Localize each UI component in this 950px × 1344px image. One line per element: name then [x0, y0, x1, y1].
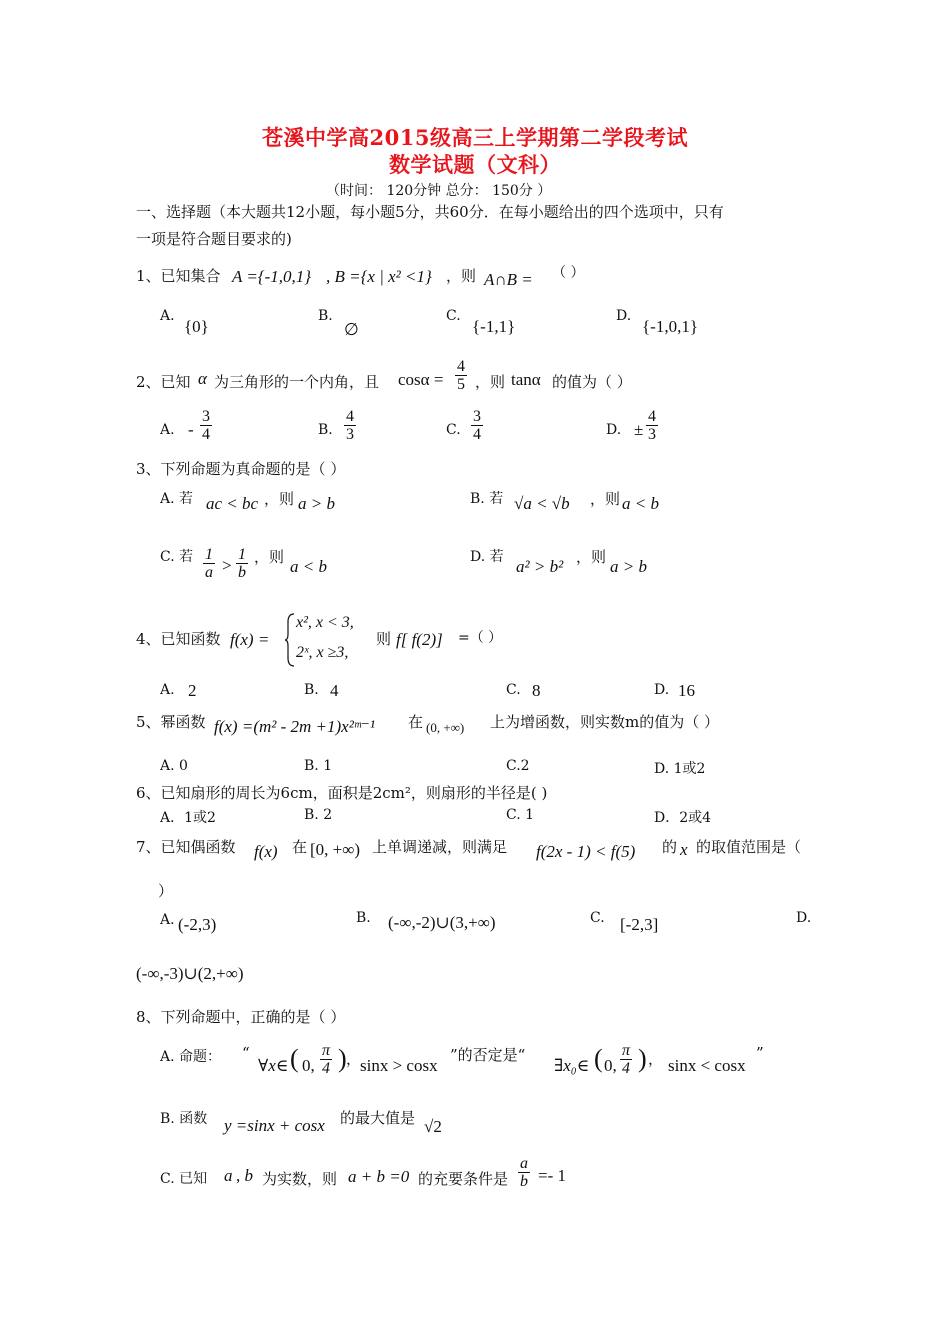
- q3-option-c-den1: a: [205, 564, 213, 581]
- q2-option-a-num: 3: [202, 408, 210, 425]
- q2-tan: tanα: [511, 370, 541, 389]
- q2-den: 5: [457, 376, 465, 393]
- q8-option-a-pi: π: [322, 1042, 331, 1059]
- q1-answer-paren: （ ）: [552, 265, 585, 281]
- q4-option-b: 4: [330, 681, 339, 700]
- q5-option-a: A. 0: [160, 758, 188, 774]
- q8-option-a-quote-close: ”: [756, 1044, 764, 1062]
- q8-option-c-label: C. 已知: [160, 1171, 208, 1187]
- q1-option-d-label: D.: [616, 308, 632, 324]
- q8-option-a-pi2: π: [622, 1042, 631, 1059]
- q2-alpha: α: [198, 369, 207, 388]
- q3-option-c-gt: >: [222, 556, 232, 575]
- q5-rest: 上为增函数，则实数m的值为（ ）: [490, 713, 719, 731]
- q2-option-c-label: C.: [446, 422, 461, 438]
- q3-option-a-cond: ac < bc: [206, 494, 259, 513]
- q2-option-b-num: 4: [346, 408, 354, 425]
- q7-option-c-label: C.: [590, 910, 605, 926]
- q3-option-d-cond: a² > b²: [516, 557, 564, 576]
- q7-x: x: [680, 840, 688, 859]
- exam-info: （时间： 120分钟 总分： 150分 ）: [326, 183, 552, 199]
- q8-option-c-eq: a + b =0: [348, 1167, 410, 1186]
- q3-option-c-den2: b: [238, 564, 246, 581]
- q8-option-c-den: b: [520, 1173, 528, 1190]
- q8-option-a-zero2: 0,: [604, 1056, 617, 1075]
- q2-option-a-den: 4: [202, 426, 210, 443]
- q8-option-a-label: A. 命题：: [160, 1049, 222, 1065]
- q2-num: 4: [457, 358, 465, 375]
- q1-option-d: {-1,0,1}: [642, 317, 698, 336]
- q8-option-a-exists: ∃x₀∈: [554, 1056, 590, 1075]
- q1-option-a: {0}: [184, 317, 209, 336]
- q1-option-b-label: B.: [318, 308, 333, 324]
- q7-option-c: [-2,3]: [620, 915, 659, 934]
- section-heading: 一、选择题（本大题共12小题，每小题5分，共60分．在每小题给出的四个选项中，只有: [136, 203, 724, 221]
- q8-option-a-four: 4: [322, 1060, 330, 1077]
- q8-option-b-label: B. 函数: [160, 1111, 208, 1127]
- q2-option-d-fraction: [646, 408, 658, 443]
- q8-option-b-expr: y =sinx + cosx: [224, 1116, 325, 1135]
- q2-cos-fraction: [455, 358, 467, 393]
- q1-stem: 1、已知集合: [136, 267, 221, 285]
- q2-option-a-sign: -: [188, 420, 194, 439]
- q2-cos: cosα =: [398, 370, 444, 389]
- q7-fx: f(x): [254, 842, 278, 861]
- q8-option-a-zero: 0,: [302, 1056, 315, 1075]
- q4-then: 则: [376, 630, 392, 648]
- q4-stem: 4、已知函数: [136, 630, 221, 648]
- q3-option-b-label: B. 若: [470, 491, 504, 507]
- q5-option-b: B. 1: [304, 758, 333, 774]
- q5-expr: f(x) =(m² - 2m +1)x²ᵐ⁻¹: [214, 717, 375, 736]
- q7-stem: 7、已知偶函数: [136, 838, 236, 856]
- exam-subtitle: 数学试题（文科）: [389, 152, 561, 177]
- q8-option-a-quote-open: “: [242, 1044, 250, 1062]
- q7-rest: 的取值范围是（: [696, 838, 802, 856]
- q4-case-1: x², x < 3,: [296, 614, 354, 631]
- q8-option-c-fraction: [518, 1155, 530, 1190]
- q7-option-b-label: B.: [356, 910, 371, 926]
- section-heading-cont: 一项是符合题目要求的): [136, 230, 292, 248]
- q8-option-c-value: =- 1: [538, 1166, 566, 1185]
- q3-option-c-result: a < b: [290, 557, 327, 576]
- q8-option-a-four2: 4: [622, 1060, 630, 1077]
- q8-option-c-b: , b: [236, 1166, 253, 1185]
- q7-inequality: f(2x - 1) < f(5): [536, 842, 636, 861]
- q7-option-a-label: A.: [160, 912, 175, 928]
- q2-option-c-fraction: [471, 408, 483, 443]
- q3-option-c-then: ，则: [254, 548, 285, 566]
- q2-option-b-den: 3: [346, 426, 354, 443]
- q7-option-d: (-∞,-3)∪(2,+∞): [136, 964, 244, 983]
- q8-option-a-negation-text: ”的否定是“: [450, 1046, 526, 1064]
- q3-option-c-fraction2: [236, 546, 248, 581]
- q5-option-c: C.2: [506, 758, 530, 774]
- exam-title: 苍溪中学高2015级高三上学期第二学段考试: [262, 125, 688, 150]
- q8-option-a-statement2: sinx < cosx: [668, 1056, 746, 1075]
- q5-mid: 在: [408, 713, 424, 731]
- q3-option-a-label: A. 若: [160, 491, 194, 507]
- q8-option-b-value: √2: [424, 1117, 442, 1136]
- q6-stem: 6、已知扇形的周长为6cm，面积是2cm²，则扇形的半径是( ): [136, 784, 548, 802]
- q4-brace-icon: [284, 612, 296, 668]
- q6-option-c: C. 1: [506, 807, 535, 823]
- q1-set-b: , B ={x | x² <1}: [326, 267, 432, 286]
- q4-answer-paren: =（ ）: [458, 630, 503, 646]
- q5-interval: (0, +∞): [426, 720, 465, 735]
- q1-then: ，则: [446, 267, 477, 285]
- q7-option-a: (-2,3): [178, 915, 217, 934]
- q1-option-a-label: A.: [160, 308, 175, 324]
- q3-option-d-then: ，则: [576, 548, 607, 566]
- q8-option-a-fraction: [320, 1042, 332, 1077]
- q4-option-d: 16: [678, 681, 695, 700]
- q8-option-a-forall: ∀x∈: [258, 1056, 289, 1075]
- q4-option-b-label: B.: [304, 682, 319, 698]
- q1-option-b: ∅: [344, 320, 359, 339]
- q3-stem: 3、下列命题为真命题的是（ ）: [136, 460, 346, 478]
- q2-option-d-sign: ±: [634, 420, 644, 439]
- q6-option-b: B. 2: [304, 807, 333, 823]
- q6-option-d: D．2或4: [654, 810, 712, 826]
- q7-option-b: (-∞,-2)∪(3,+∞): [388, 913, 496, 932]
- q1-expr: A∩B =: [484, 270, 533, 289]
- q3-option-c-num1: 1: [205, 546, 213, 563]
- q4-option-c-label: C.: [506, 682, 521, 698]
- q2-option-a-label: A.: [160, 422, 175, 438]
- q3-option-d-result: a > b: [610, 557, 647, 576]
- q8-option-a-open-paren2-icon: (: [594, 1044, 603, 1073]
- q3-option-b-cond: √a < √b: [514, 494, 570, 513]
- q2-option-b-label: B.: [318, 422, 333, 438]
- q4-option-d-label: D.: [654, 682, 670, 698]
- q2-option-d-label: D.: [606, 422, 622, 438]
- q1-option-c-label: C.: [446, 308, 461, 324]
- q8-option-a-close-paren2-icon: ): [638, 1044, 647, 1073]
- q4-option-a-label: A.: [160, 682, 175, 698]
- q8-option-a-comma: ，: [346, 1050, 362, 1068]
- q3-option-c-fraction1: [203, 546, 215, 581]
- q2-stem-a: 2、已知: [136, 373, 191, 391]
- q2-stem-b: 为三角形的一个内角，且: [214, 373, 380, 391]
- q8-option-c-num: a: [520, 1155, 528, 1172]
- q1-option-c: {-1,1}: [472, 317, 516, 336]
- q6-option-a: A．1或2: [160, 810, 216, 826]
- q4-fx: f(x) =: [230, 630, 270, 649]
- q3-option-a-result: a > b: [298, 494, 335, 513]
- q8-option-c-mid: 为实数，则: [262, 1170, 338, 1188]
- q3-option-a-then: ，则: [264, 490, 295, 508]
- q7-at: 在: [292, 838, 308, 856]
- q3-option-c-num2: 1: [238, 546, 246, 563]
- q7-mid: 上单调递减，则满足: [372, 838, 508, 856]
- q2-option-d-den: 3: [648, 426, 656, 443]
- q3-option-b-then: ，则: [590, 490, 621, 508]
- q2-option-b-fraction: [344, 408, 356, 443]
- q2-option-c-num: 3: [473, 408, 481, 425]
- q8-stem: 8、下列命题中，正确的是（ ）: [136, 1008, 346, 1026]
- q8-option-c-rest: 的充要条件是: [418, 1170, 509, 1188]
- q3-option-b-result: a < b: [622, 494, 659, 513]
- q3-option-c-label: C. 若: [160, 549, 194, 565]
- q1-set-a: A ={-1,0,1}: [232, 267, 312, 286]
- q8-option-a-fraction2: [620, 1042, 632, 1077]
- q2-option-d-num: 4: [648, 408, 656, 425]
- q8-option-b-mid: 的最大值是: [340, 1109, 416, 1127]
- q8-option-c-a: a: [224, 1166, 233, 1185]
- q2-stem-d: 的值为（ ）: [552, 373, 632, 391]
- q8-option-a-comma2: ，: [648, 1050, 664, 1068]
- q8-option-a-close-paren-icon: ): [338, 1044, 347, 1073]
- q7-close-paren: ）: [158, 882, 174, 900]
- q3-option-d-label: D. 若: [470, 549, 504, 565]
- q5-option-d: D. 1或2: [654, 761, 706, 777]
- q4-expr: f[ f(2)]: [396, 630, 443, 649]
- q2-option-c-den: 4: [473, 426, 481, 443]
- q2-stem-c: ，则: [475, 373, 506, 391]
- q5-stem: 5、幂函数: [136, 713, 206, 731]
- q8-option-a-statement: sinx > cosx: [360, 1056, 438, 1075]
- q7-option-d-label: D.: [796, 910, 812, 926]
- q8-option-a-open-paren-icon: (: [290, 1044, 299, 1073]
- q7-of: 的: [662, 838, 678, 856]
- q7-interval: [0, +∞): [310, 840, 361, 859]
- q4-option-a: 2: [188, 681, 197, 700]
- q2-option-a-fraction: [200, 408, 212, 443]
- q4-case-2: 2ˣ, x ≥3,: [296, 644, 349, 661]
- q4-option-c: 8: [532, 681, 541, 700]
